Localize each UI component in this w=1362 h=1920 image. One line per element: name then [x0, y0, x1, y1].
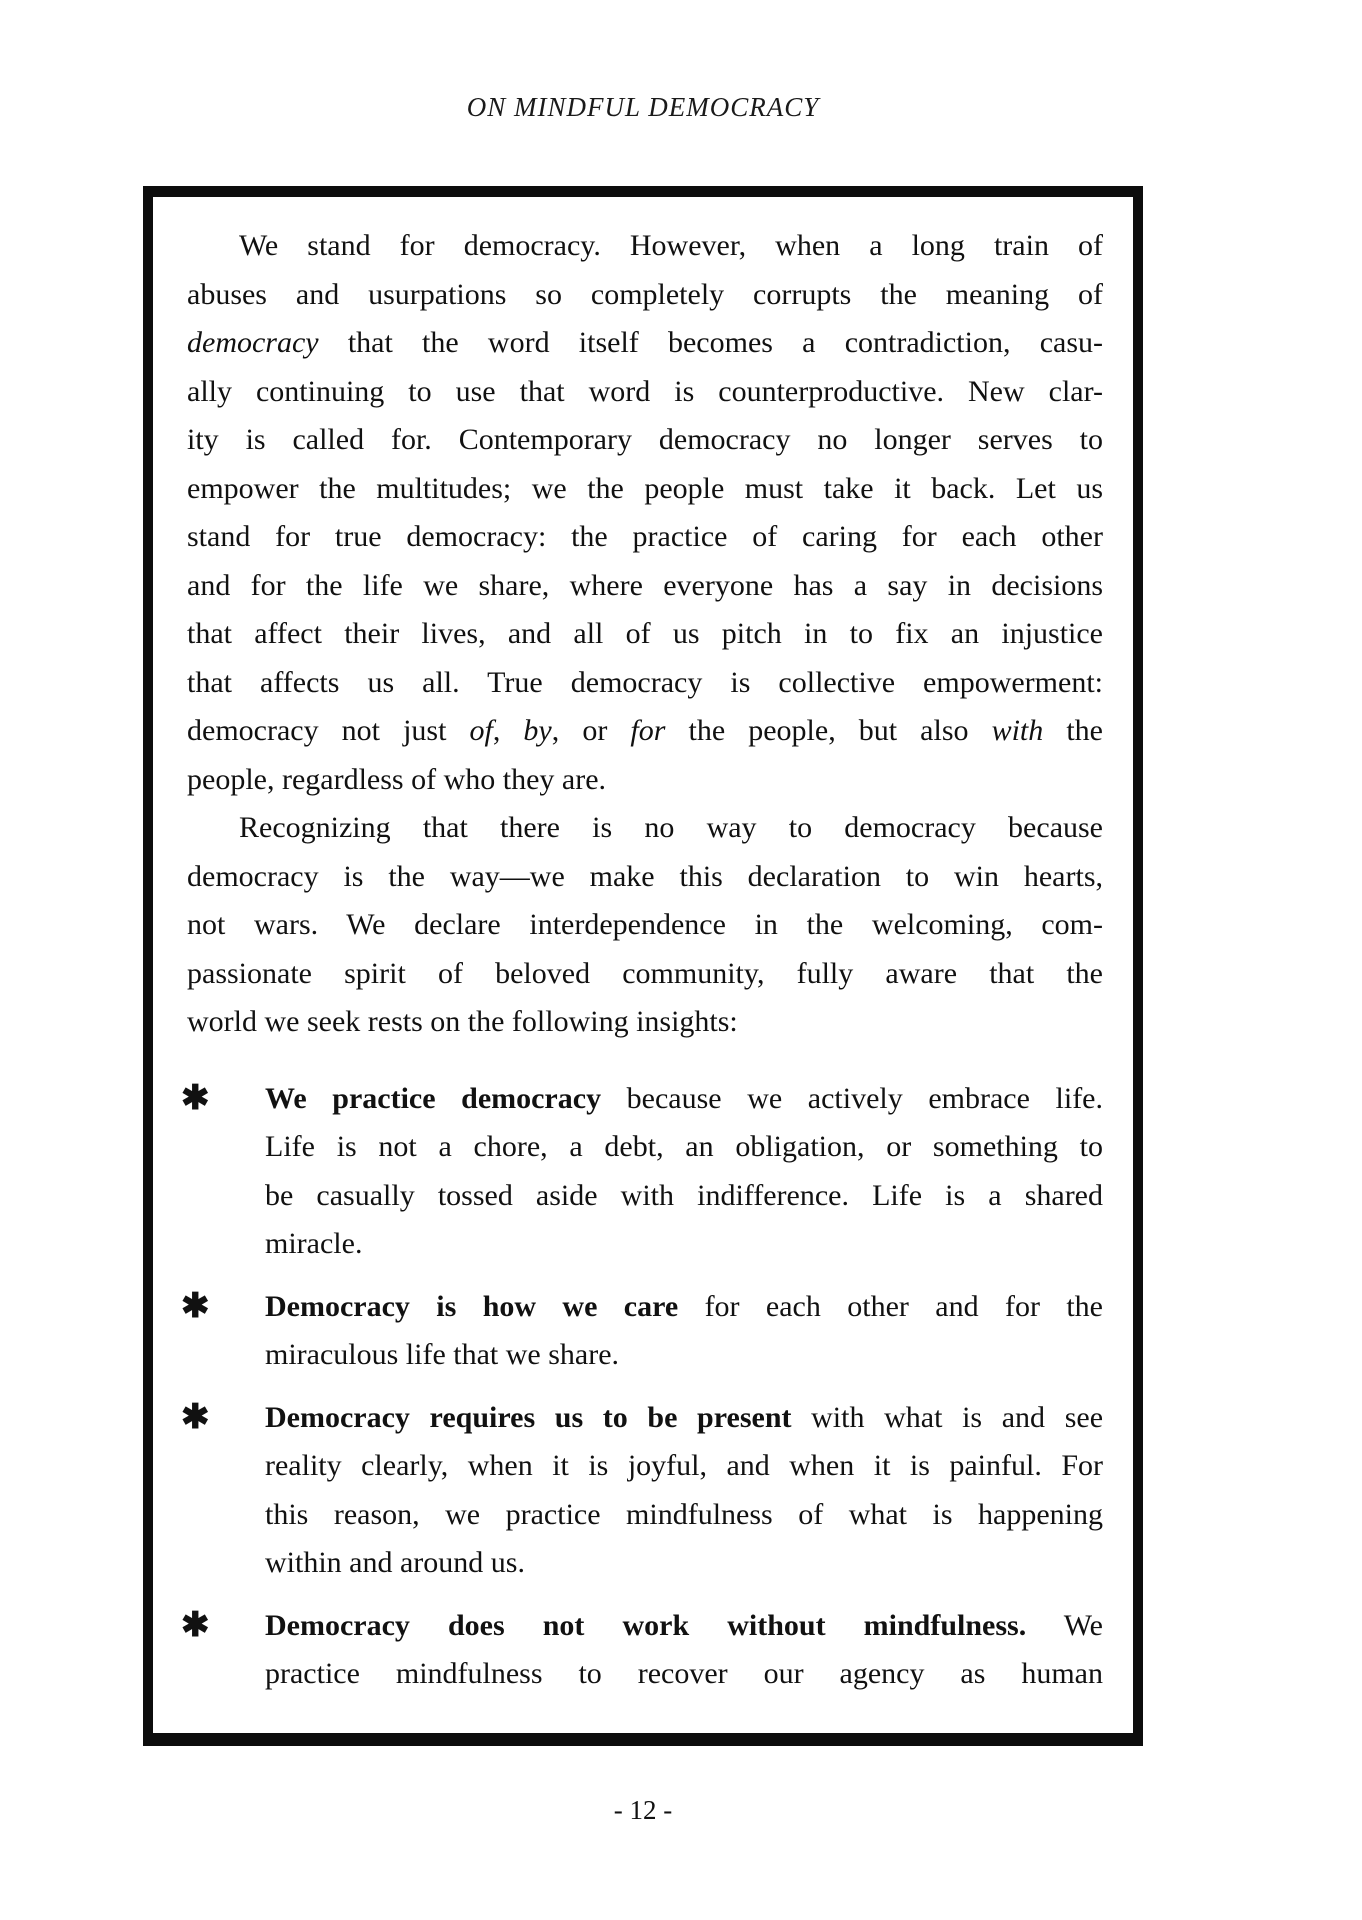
asterisk-bullet-icon: ✱ — [181, 1606, 210, 1644]
text-line: people, regardless of who they are. — [187, 762, 607, 796]
page-body — [181, 222, 1104, 1699]
insight-heading: We practice democracy — [265, 1081, 602, 1115]
text-line: be casually tossed aside with indifference. Life is a shared — [265, 1178, 1103, 1212]
page-number: - 12 - — [613, 1795, 673, 1825]
text-line: empower the multitudes; we the people must take it back. Let us — [187, 471, 1103, 505]
text-run: for each other and for the — [678, 1289, 1103, 1323]
text-run: the people, but also — [665, 714, 992, 747]
text-line: practice mindfulness to recover our agency as human — [265, 1657, 1103, 1690]
emphasis: democracy — [187, 326, 319, 359]
insight-item — [181, 1602, 1103, 1699]
text-run: We — [1026, 1608, 1103, 1642]
text-line — [265, 1075, 1103, 1124]
insight-heading: Democracy does not work without mindfulness. — [265, 1608, 1027, 1642]
text-run: with what is and see — [791, 1400, 1104, 1434]
text-run: that the word itself becomes a contradiction, casu- — [318, 326, 1103, 359]
text-line: this reason, we practice mindfulness of what is happening — [265, 1497, 1103, 1531]
insight-heading: Democracy requires us to be present — [265, 1400, 792, 1434]
text-line: abuses and usurpations so completely corrupts the meaning of — [187, 277, 1103, 311]
insight-heading: Democracy is how we care — [265, 1289, 679, 1323]
text-line — [187, 707, 1103, 756]
text-line: miraculous life that we share. — [265, 1338, 620, 1371]
asterisk-bullet-icon: ✱ — [181, 1398, 210, 1436]
text-line — [187, 319, 1103, 368]
text-line: and for the life we share, where everyone has a say in decisions — [187, 568, 1103, 602]
text-run: the — [1043, 714, 1103, 747]
text-line: ity is called for. Contemporary democracy no longer serves to — [187, 423, 1103, 456]
text-line: that affects us all. True democracy is collective empowerment: — [187, 665, 1103, 699]
insight-item — [181, 1394, 1104, 1588]
text-line: democracy is the way—we make this declaration to win hearts, — [187, 859, 1103, 893]
text-run: democracy not just — [187, 714, 470, 747]
emphasis: for — [630, 714, 666, 747]
text-line — [265, 1602, 1103, 1651]
text-line: ally continuing to use that word is counterproductive. New clar- — [187, 374, 1103, 408]
emphasis: with — [991, 714, 1044, 747]
text-run: because we actively embrace life. — [601, 1081, 1103, 1115]
text-line: world we seek rests on the following insights: — [187, 1005, 738, 1038]
paragraph-1 — [187, 222, 1103, 804]
text-line: We stand for democracy. However, when a long train of — [239, 229, 1103, 262]
text-line: Recognizing that there is no way to democracy because — [239, 811, 1103, 844]
text-line — [265, 1283, 1103, 1332]
text-run: , or — [551, 714, 631, 747]
text-line — [265, 1394, 1103, 1443]
text-line: passionate spirit of beloved community, fully aware that the — [187, 956, 1103, 990]
text-line: miracle. — [265, 1227, 363, 1260]
asterisk-bullet-icon: ✱ — [181, 1287, 210, 1325]
running-head: ON MINDFUL DEMOCRACY — [466, 92, 820, 122]
insight-item — [181, 1283, 1103, 1380]
emphasis: by — [523, 714, 552, 747]
text-line: Life is not a chore, a debt, an obligation, or something to — [265, 1130, 1103, 1163]
text-line: within and around us. — [265, 1546, 525, 1579]
text-run: , — [492, 714, 524, 747]
paragraph-2 — [187, 804, 1103, 1047]
text-line: stand for true democracy: the practice of caring for each other — [187, 520, 1103, 553]
emphasis: of — [469, 714, 493, 747]
text-line: not wars. We declare interdependence in the welcoming, com- — [187, 908, 1103, 941]
asterisk-bullet-icon: ✱ — [181, 1079, 210, 1117]
text-line: reality clearly, when it is joyful, and when it is painful. For — [265, 1449, 1103, 1482]
insight-item — [181, 1075, 1103, 1269]
text-line: that affect their lives, and all of us pitch in to fix an injustice — [187, 617, 1103, 650]
